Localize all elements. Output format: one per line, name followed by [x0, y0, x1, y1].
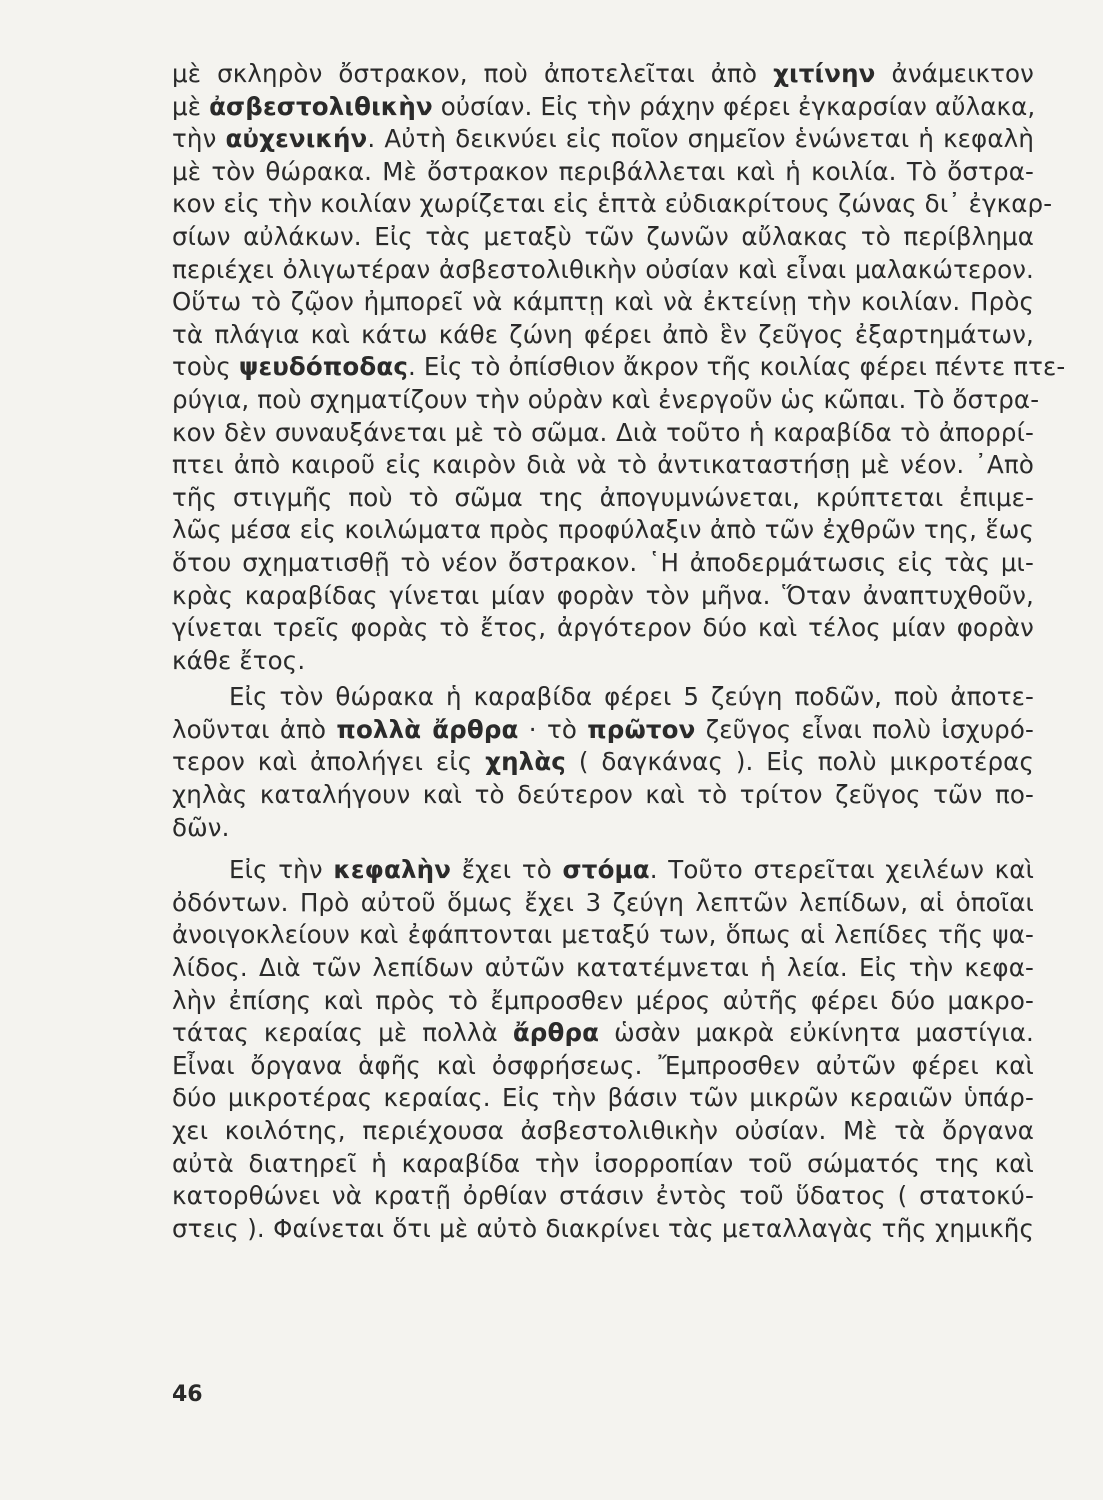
bold-term: πολλὰ ἄρθρα: [336, 714, 519, 744]
text-line: περιέχει ὀλιγωτέραν ἀσβεστολιθικὴν οὐσίαν καὶ εἶναι μαλακώτερον.: [172, 254, 1034, 284]
text-line: ρύγια, ποὺ σχηματίζουν τὴν οὐρὰν καὶ ἐνεργοῦν ὡς κῶπαι. Τὸ ὄστρα-: [172, 384, 1040, 414]
text-line: κάθε ἔτος.: [172, 645, 306, 675]
bold-term: χιτίνην: [773, 59, 876, 88]
bold-term: ἄρθρα: [512, 1018, 600, 1048]
page-number: 46: [172, 1382, 203, 1407]
bold-term: ψευδόποδας: [238, 352, 409, 382]
text-line: γίνεται τρεῖς φορὰς τὸ ἔτος, ἀργότερον δύο καὶ τέλος μίαν φορὰν: [172, 613, 1034, 643]
text-line: πτει ἀπὸ καιροῦ εἰς καιρὸν διὰ νὰ τὸ ἀντικαταστήσῃ μὲ νέον. ᾿Απὸ: [172, 450, 1034, 480]
text-line: Εἰς τὸν θώρακα ἡ καραβίδα φέρει 5 ζεύγη ποδῶν, ποὺ ἀποτε-: [229, 682, 1034, 712]
text-line: λίδος. Διὰ τῶν λεπίδων αὐτῶν κατατέμνεται ἡ λεία. Εἰς τὴν κεφα-: [172, 953, 1034, 983]
text-line: τερον καὶ ἀπολήγει εἰς χηλὰς ( δαγκάνας ). Εἰς πολὺ μικροτέρας: [172, 747, 1034, 777]
paragraph-3: [172, 854, 1034, 1245]
text-line: ὀδόντων. Πρὸ αὐτοῦ ὅμως ἔχει 3 ζεύγη λεπτῶν λεπίδων, αἱ ὁποῖαι: [172, 887, 1034, 917]
text-line: κατορθώνει νὰ κρατῇ ὀρθίαν στάσιν ἐντὸς τοῦ ὕδατος ( στατοκύ-: [172, 1181, 1034, 1211]
text-line: ἀνοιγοκλείουν καὶ ἐφάπτονται μεταξύ των, ὅπως αἱ λεπίδες τῆς ψα-: [172, 920, 1034, 950]
text-line: λοῦνται ἀπὸ πολλὰ ἄρθρα · τὸ πρῶτον ζεῦγος εἶναι πολὺ ἰσχυρό-: [172, 714, 1034, 744]
text-line: ὅτου σχηματισθῇ τὸ νέον ὄστρακον. ῾Η ἀποδερμάτωσις εἰς τὰς μι-: [172, 547, 1034, 577]
text-line: τοὺς ψευδόποδας. Εἰς τὸ ὀπίσθιον ἄκρον τῆς κοιλίας φέρει πέντε πτε-: [172, 352, 1066, 382]
text-line: χει κοιλότης, περιέχουσα ἀσβεστολιθικὴν οὐσίαν. Μὲ τὰ ὄργανα: [172, 1116, 1034, 1145]
text-line: μὲ ἀσβεστολιθικὴν οὐσίαν. Εἰς τὴν ράχην φέρει ἐγκαρσίαν αὔλακα,: [172, 91, 1036, 121]
text-line: μὲ τὸν θώρακα. Μὲ ὄστρακον περιβάλλεται καὶ ἡ κοιλία. Τὸ ὄστρα-: [172, 156, 1034, 186]
text-line: κον δὲν συναυξάνεται μὲ τὸ σῶμα. Διὰ τοῦτο ἡ καραβίδα τὸ ἀπορρί-: [172, 417, 1034, 447]
text-line: τάτας κεραίας μὲ πολλὰ ἄρθρα ὡσὰν μακρὰ εὐκίνητα μαστίγια.: [172, 1018, 1034, 1048]
text-line: τὰ πλάγια καὶ κάτω κάθε ζώνη φέρει ἀπὸ ἓν ζεῦγος ἐξαρτημάτων,: [172, 319, 1034, 349]
text-line: λὴν ἐπίσης καὶ πρὸς τὸ ἔμπροσθεν μέρος αὐτῆς φέρει δύο μακρο-: [172, 985, 1034, 1015]
text-line: τὴν αὐχενικήν. Αὐτὴ δεικνύει εἰς ποῖον σημεῖον ἑνώνεται ἡ κεφαλὴ: [172, 124, 1034, 154]
paragraph-1: [172, 58, 1066, 677]
text-line: δύο μικροτέρας κεραίας. Εἰς τὴν βάσιν τῶν μικρῶν κεραιῶν ὑπάρ-: [172, 1083, 1034, 1113]
text-line: μὲ σκληρὸν ὄστρακον, ποὺ ἀποτελεῖται ἀπὸ χιτίνην ἀνάμεικτον: [172, 59, 1034, 88]
text-line: Οὕτω τὸ ζῷον ἠμπορεῖ νὰ κάμπτῃ καὶ νὰ ἐκτείνῃ τὴν κοιλίαν. Πρὸς: [172, 287, 1034, 317]
text-line: αὐτὰ διατηρεῖ ἡ καραβίδα τὴν ἰσορροπίαν τοῦ σώματός της καὶ: [172, 1148, 1034, 1178]
text-line: στεις ). Φαίνεται ὅτι μὲ αὐτὸ διακρίνει τὰς μεταλλαγὰς τῆς χημικῆς: [172, 1213, 1034, 1243]
text-line: δῶν.: [172, 812, 230, 842]
bold-term: πρῶτον: [587, 714, 696, 744]
text-line: τῆς στιγμῆς ποὺ τὸ σῶμα της ἀπογυμνώνεται, κρύπτεται ἐπιμε-: [172, 482, 1034, 512]
page-body: [172, 58, 1066, 1245]
text-line: λῶς μέσα εἰς κοιλώματα πρὸς προφύλαξιν ἀπὸ τῶν ἐχθρῶν της, ἕως: [172, 515, 1034, 545]
text-line: χηλὰς καταλήγουν καὶ τὸ δεύτερον καὶ τὸ τρίτον ζεῦγος τῶν πο-: [172, 780, 1034, 810]
text-line: κρὰς καραβίδας γίνεται μίαν φορὰν τὸν μῆνα. Ὅταν ἀναπτυχθοῦν,: [172, 580, 1034, 610]
text-line: Εἶναι ὄργανα ἁφῆς καὶ ὀσφρήσεως. Ἔμπροσθεν αὐτῶν φέρει καὶ: [172, 1050, 1034, 1080]
text-line: Εἰς τὴν κεφαλὴν ἔχει τὸ στόμα. Τοῦτο στερεῖται χειλέων καὶ: [229, 855, 1035, 885]
bold-term: χηλὰς: [485, 747, 566, 777]
bold-term: αὐχενικήν: [225, 124, 368, 154]
text-line: κον εἰς τὴν κοιλίαν χωρίζεται εἰς ἑπτὰ εὐδιακρίτους ζώνας δι᾿ ἐγκαρ-: [172, 189, 1053, 219]
text-line: σίων αὐλάκων. Εἰς τὰς μεταξὺ τῶν ζωνῶν αὔλακας τὸ περίβλημα: [172, 221, 1034, 251]
bold-term: στόμα: [562, 855, 650, 885]
paragraph-2: [172, 681, 1034, 844]
bold-term: ἀσβεστολιθικὴν: [209, 91, 433, 121]
bold-term: κεφαλὴν: [333, 855, 452, 885]
